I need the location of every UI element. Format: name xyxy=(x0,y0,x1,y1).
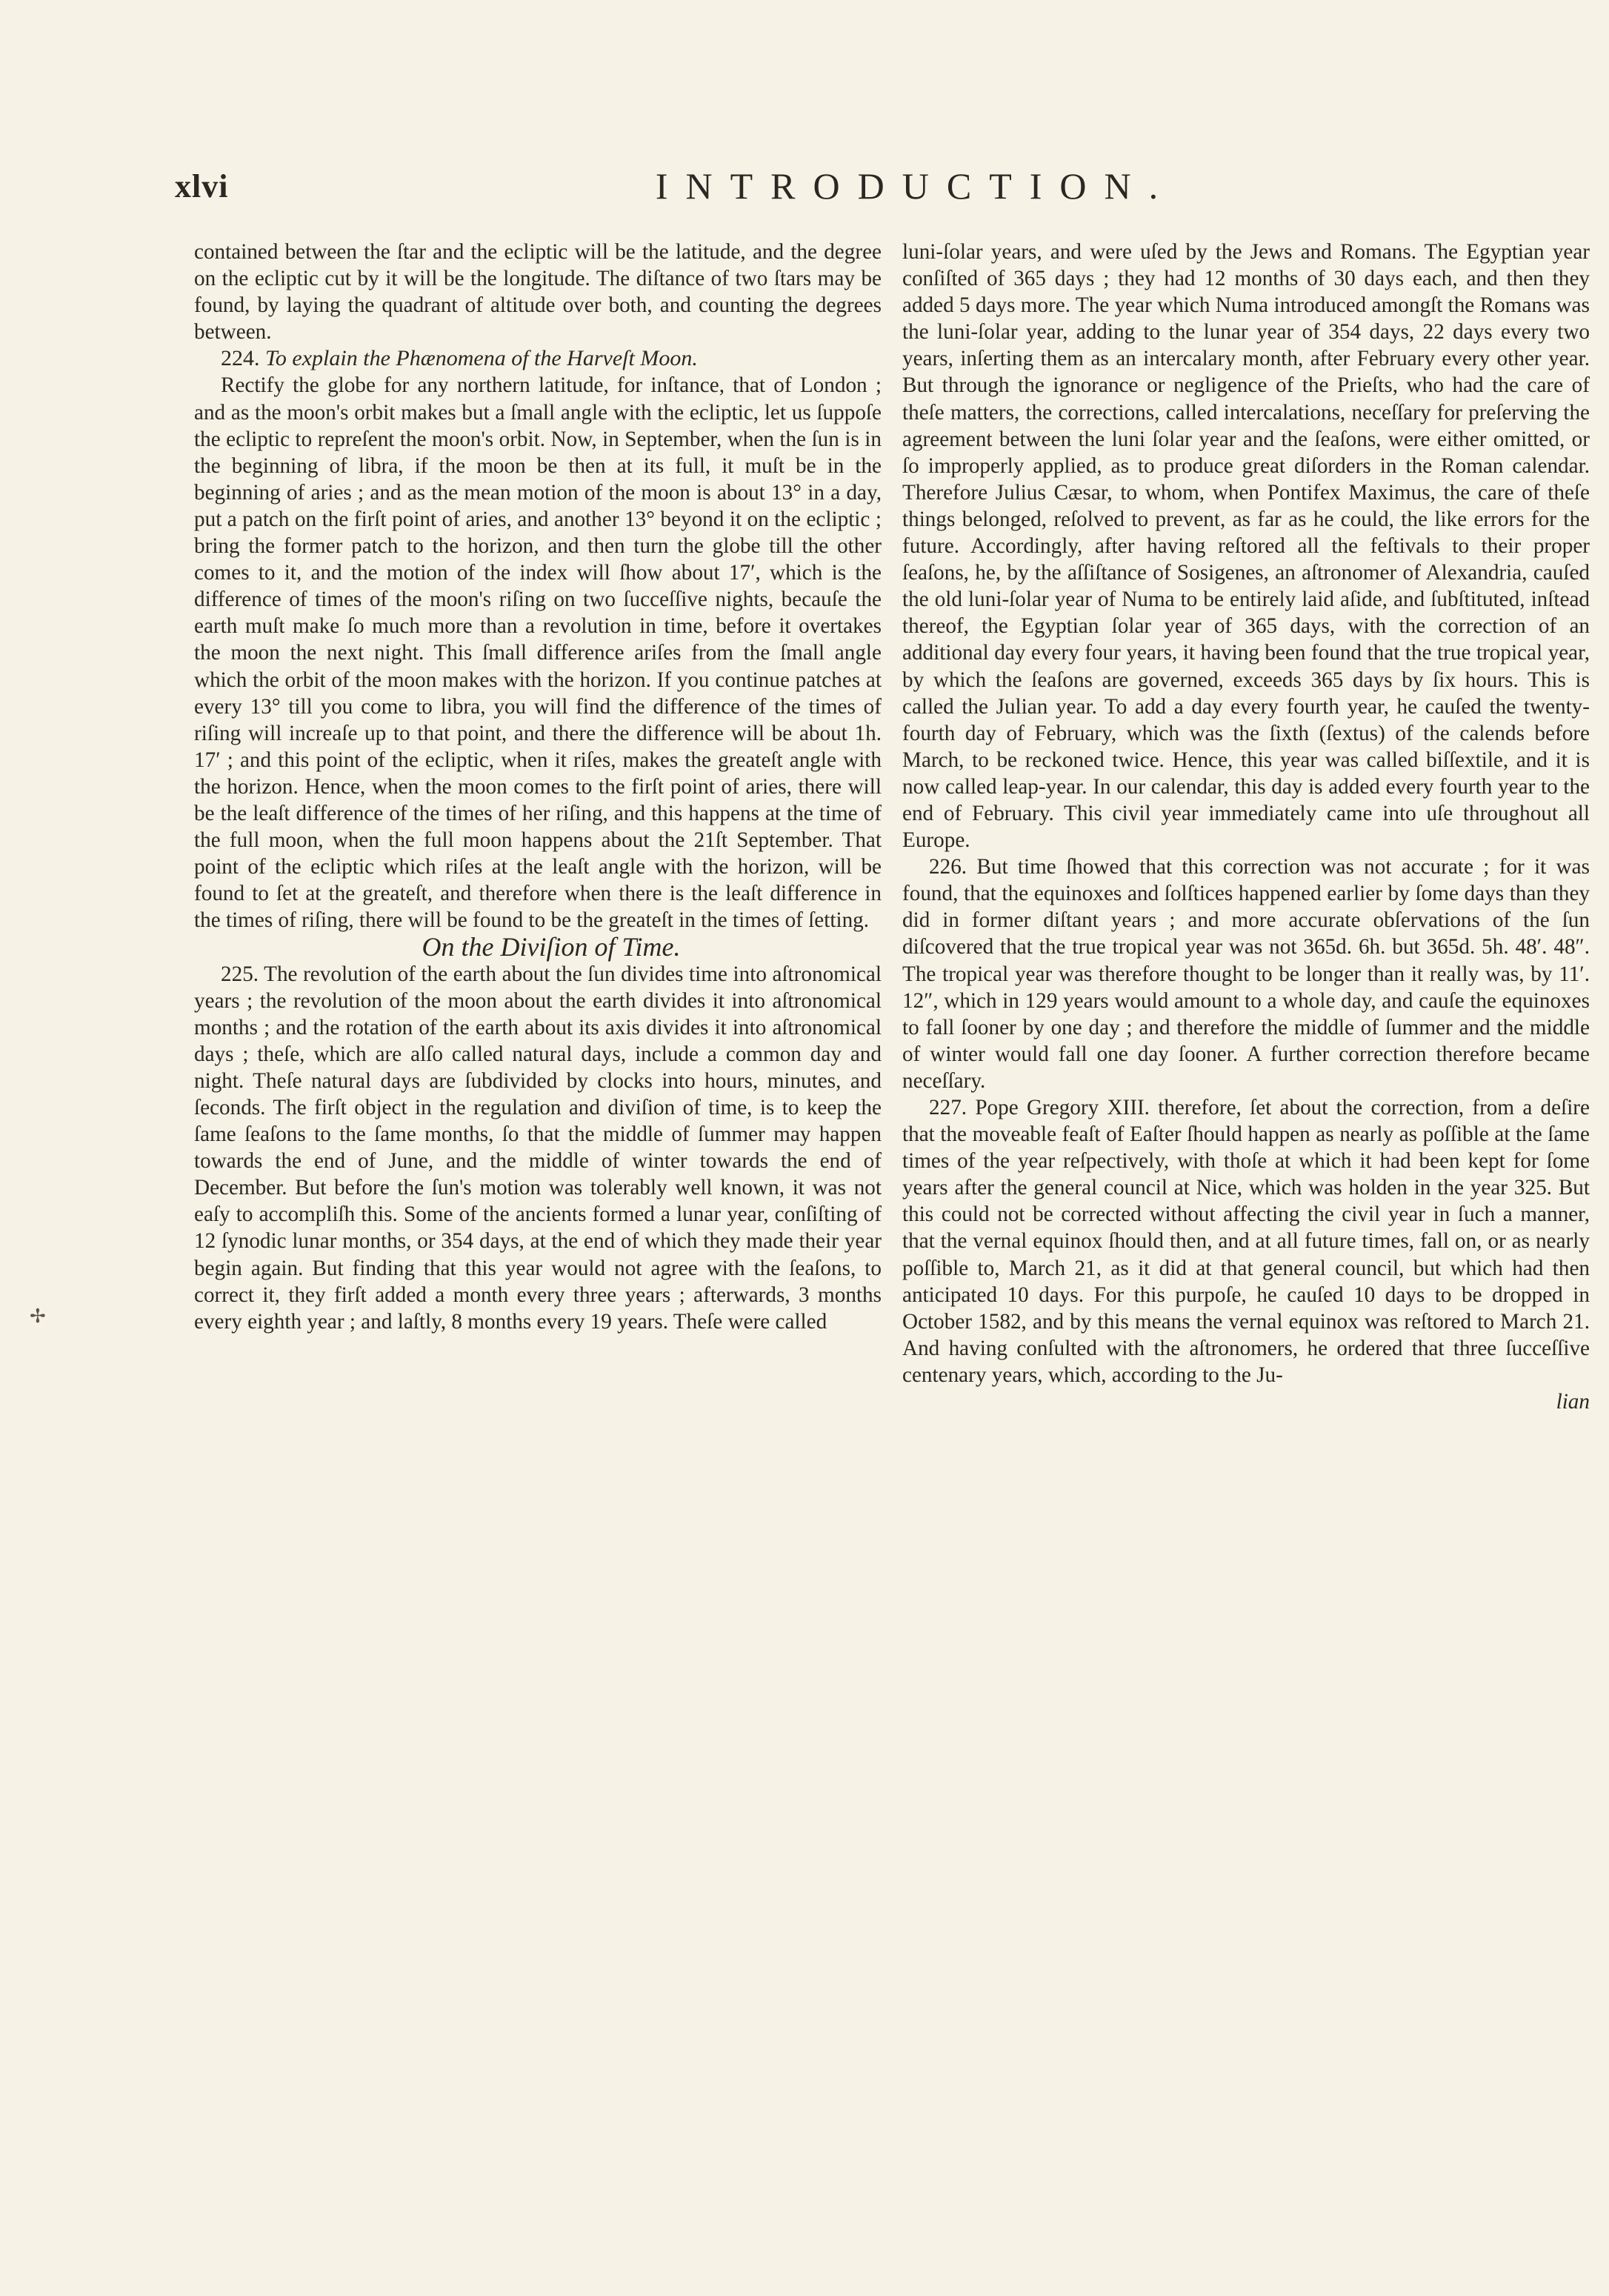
catchword: lian xyxy=(1556,1390,1590,1414)
paragraph-224: Rectify the globe for any northern latitude, for inſtance, that of London ; and as the moon's orbit makes but a ſmall angle with the ecliptic, let us ſuppoſe the ecliptic to repreſent the moon's orbit. Now, in September, when the ſun is in the beginning of libra, if the moon be then at its full, it muſt be in the beginning of aries ; and as the mean motion of the moon is about 13° in a day, put a patch on the firſt point of aries, and another 13° beyond it on the ecliptic ; bring the former patch to the horizon, and then turn the globe till the other comes to it, and the motion of the index will ſhow about 17′, which is the difference of times of the moon's riſing on two ſucceſſive nights, becauſe the earth muſt make ſo much more than a revolution in time, before it overtakes the moon the next night. This ſmall difference ariſes from the ſmall angle which the orbit of the moon makes with the horizon. If you continue patches at every 13° till you come to libra, you will find the difference of the times of riſing will increaſe up to that point, and there the difference will be about 1h. 17′ ; and this point of the ecliptic, when it riſes, makes the greateſt angle with the horizon. Hence, when the moon comes to the firſt point of aries, there will be the leaſt difference of the times of her riſing, and this happens at the time of the full moon, when the full moon happens about the 21ſt September. That point of the ecliptic which riſes at the leaſt angle with the horizon, will be found to ſet at the greateſt, and therefore when there is the leaſt difference in the times of riſing, there will be found to be the greateſt in the times of ſetting. xyxy=(194,373,882,933)
running-head xyxy=(175,164,1568,216)
paragraph-225: 225. The revolution of the earth about the ſun divides time into aſtronomical years ; the revolution of the moon about the earth divides it into aſtronomical months ; and the rotation of the earth about its axis divides it into aſtronomical days ; theſe, which are alſo called natural days, include a common day and night. Theſe natural days are ſubdivided by clocks into hours, minutes, and ſeconds. The firſt object in the regulation and diviſion of time, is to keep the ſame ſeaſons to the ſame months, ſo that the middle of ſummer may happen towards the end of June, and the middle of winter towards the end of December. But before the ſun's motion was tolerably well known, it was not eaſy to accompliſh this. Some of the ancients formed a lunar year, conſiſting of 12 ſynodic lunar months, or 354 days, at the end of which they made their year begin again. But finding that this year would not agree with the ſeaſons, to correct it, they firſt added a month every three years ; afterwards, 3 months every eighth year ; and laſtly, 8 months every 19 years. Theſe were called xyxy=(194,962,882,1334)
margin-mark: ✢ xyxy=(30,1305,46,1327)
paragraph-continued: luni-ſolar years, and were uſed by the Jews and Romans. The Egyptian year conſiſted of 365 days ; they had 12 months of 30 days each, and then they added 5 days more. The year which Numa introduced amongſt the Romans was the luni-ſolar year, adding to the lunar year of 354 days, 22 days every two years, inſerting them as an intercalary month, after February every other year. But through the ignorance or negligence of the Prieſts, who had the care of theſe matters, the corrections, called intercalations, neceſſary for preſerving the agreement between the luni ſolar year and the ſeaſons, were either omitted, or ſo improperly applied, as to produce great diſorders in the Roman calendar. Therefore Julius Cæsar, to whom, when Pontifex Maximus, the care of theſe things belonged, reſolved to prevent, as far as he could, the like errors for the future. Accordingly, after having reſtored all the feſtivals to their proper ſeaſons, he, by the aſſiſtance of Sosigenes, an aſtronomer of Alexandria, cauſed the old luni-ſolar year of Numa to be entirely laid aſide, and ſubſtituted, inſtead thereof, the Egyptian ſolar year of 365 days, with the correction of an additional day every four years, it having been found that the true tropical year, by which the ſeaſons are governed, exceeds 365 days by ſix hours. This is called the Julian year. To add a day every fourth year, he cauſed the twenty-fourth day of February, which was the ſixth (ſextus) of the calends before March, to be reckoned twice. Hence, this year was called biſſextile, and it is now called leap-year. In our calendar, this day is added every fourth year to the end of February. This civil year immediately came into uſe throughout all Europe. xyxy=(902,240,1590,853)
section-heading: On the Diviſion of Time. xyxy=(422,932,681,962)
left-column xyxy=(194,239,882,1335)
paragraph-226: 226. But time ſhowed that this correction was not accurate ; for it was found, that the equinoxes and ſolſtices happened earlier by ſome days than they did in former diſtant years ; and more accurate obſervations of the ſun diſcovered that the true tropical year was not 365d. 6h. but 365d. 5h. 48′. 48″. The tropical year was therefore thought to be longer than it really was, by 11′. 12″, which in 129 years would amount to a whole day, and cauſe the equinoxes to fall ſooner by one day ; and therefore the middle of ſummer and the middle of winter would fall one day ſooner. A further correction therefore became neceſſary. xyxy=(902,855,1590,1093)
paragraph-continued: contained between the ſtar and the ecliptic will be the latitude, and the degree on the ecliptic cut by it will be the longitude. The diſtance of two ſtars may be found, by laying the quadrant of altitude over both, and counting the degrees between. xyxy=(194,240,882,345)
right-column xyxy=(902,239,1590,1415)
problem-number: 224. xyxy=(221,346,260,371)
page-title: INTRODUCTION. xyxy=(655,165,1176,207)
problem-heading-224 xyxy=(194,345,882,372)
page-number: xlvi xyxy=(175,168,229,204)
paragraph-227: 227. Pope Gregory XIII. therefore, ſet about the correction, from a deſire that the moveable feaſt of Eaſter ſhould happen as nearly as poſſible at the ſame times of the year reſpectively, with thoſe at which it had been kept for ſome years after the general council at Nice, which was holden in the year 325. But this could not be corrected without affecting the civil year in ſuch a manner, that the vernal equinox ſhould then, and at all future times, fall on, or as nearly poſſible to, March 21, as it did at that general council, but which had then anticipated 10 days. For this purpoſe, he cauſed 10 days to be dropped in October 1582, and by this means the vernal equinox was reſtored to March 21. And having conſulted with the aſtronomers, he ordered that three ſucceſſive centenary years, which, according to the Ju- xyxy=(902,1096,1590,1387)
problem-title: To explain the Phænomena of the Harveſt Moon. xyxy=(265,346,698,371)
